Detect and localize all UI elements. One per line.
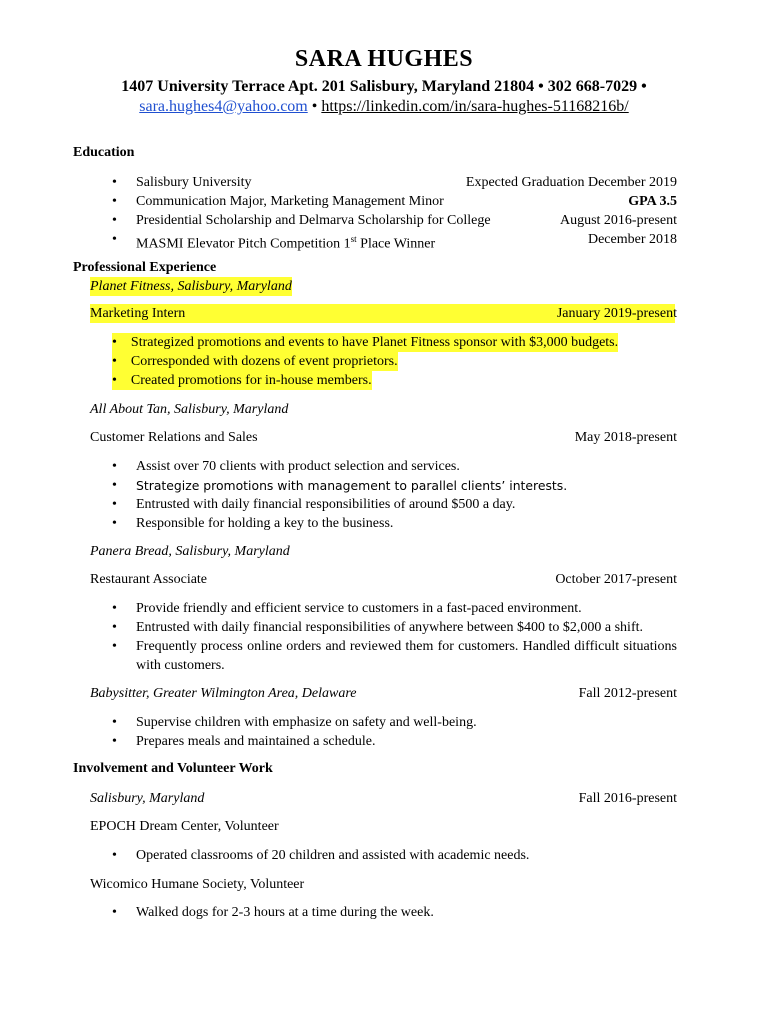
bullet-dot: • [112,639,117,654]
job-title: Marketing Intern [90,306,186,321]
bullet-dot: • [112,194,117,209]
education-item-text: Presidential Scholarship and Delmarva Scholarship for College [136,213,491,228]
bullet-dot: • [112,373,117,388]
link-separator: • [311,98,318,115]
job-dates: January 2019-present [556,306,677,321]
job-bullet-text: Responsible for holding a key to the business. [136,516,394,531]
job-bullet-text: Supervise children with emphasize on safety and well-being. [136,715,477,730]
job-bullet-text: Assist over 70 clients with product selection and services. [136,459,460,474]
job-bullet-text: Prepares meals and maintained a schedule. [136,734,376,749]
job-title: Customer Relations and Sales [90,430,258,445]
volunteer-bullet-text: Walked dogs for 2-3 hours at a time during the week. [136,905,434,920]
employer-name: Babysitter, Greater Wilmington Area, Delaware [90,686,357,701]
volunteer-role-line [90,817,677,836]
education-item-date: December 2018 [587,232,677,247]
bullet-dot: • [112,601,117,616]
job-bullet-text: Created promotions for in-house members. [130,373,372,388]
bullet-dot: • [112,354,117,369]
job-bullet-text: Corresponded with dozens of event proprietors. [130,354,398,369]
job-title-line [90,570,677,589]
volunteer-dates: Fall 2016-present [578,791,677,806]
employer-line [90,400,677,419]
employer-line [90,684,677,703]
experience-heading: Professional Experience [73,260,217,275]
job-bullet-text: Entrusted with daily financial responsibilities of anywhere between $400 to $2,000 a shift. [136,620,643,635]
education-item-text: Salisbury University [136,175,252,190]
candidate-name: SARA HUGHES [294,46,474,72]
job-bullet-text: Frequently process online orders and reviewed them for customers. Handled difficult situations with customers. [136,639,677,673]
email-link[interactable]: sara.hughes4@yahoo.com [139,98,308,115]
employer-name: Panera Bread, Salisbury, Maryland [90,544,290,559]
job-title-line [90,304,675,323]
bullet-dot: • [112,459,117,474]
job-bullet-text: Provide friendly and efficient service to customers in a fast-paced environment. [136,601,582,616]
education-item-date: Expected Graduation December 2019 [465,175,677,190]
volunteer-role-line [90,875,677,894]
gpa-value: GPA 3.5 [628,194,677,209]
job-title: Restaurant Associate [90,572,208,587]
volunteer-role: EPOCH Dream Center, Volunteer [90,819,279,834]
bullet-dot: • [112,232,117,247]
bullet-dot: • [112,848,117,863]
job-bullet-text: Strategize promotions with management to parallel clients’ interests. [136,478,568,493]
employer-line [90,542,677,561]
job-bullet-text: Entrusted with daily financial responsibilities of around $500 a day. [136,497,516,512]
job-dates: May 2018-present [574,430,677,445]
job-dates: October 2017-present [555,572,677,587]
bullet-dot: • [112,734,117,749]
linkedin-link[interactable]: https://linkedin.com/in/sara-hughes-51168216b/ [321,98,629,115]
bullet-dot: • [112,175,117,190]
contact-links [0,98,768,116]
volunteer-location: Salisbury, Maryland [90,791,205,806]
volunteer-location-line [90,789,677,808]
bullet-dot: • [112,478,117,493]
bullet-dot: • [112,905,117,920]
bullet-dot: • [112,497,117,512]
bullet-dot: • [112,516,117,531]
volunteer-heading: Involvement and Volunteer Work [73,761,273,776]
volunteer-bullet-text: Operated classrooms of 20 children and assisted with academic needs. [136,848,530,863]
bullet-dot: • [112,715,117,730]
volunteer-role: Wicomico Humane Society, Volunteer [90,877,305,892]
bullet-dot: • [112,335,117,350]
employer-name: Planet Fitness, Salisbury, Maryland [90,279,292,294]
education-item-text: MASMI Elevator Pitch Competition 1st Place Winner [136,234,436,252]
job-title-line [90,428,677,447]
education-heading: Education [73,145,135,160]
employer-line [90,277,677,296]
employer-name: All About Tan, Salisbury, Maryland [90,402,289,417]
bullet-dot: • [112,213,117,228]
education-item-date: August 2016-present [559,213,677,228]
job-dates: Fall 2012-present [578,686,677,701]
contact-address-phone: 1407 University Terrace Apt. 201 Salisbury, Maryland 21804 • 302 668-7029 • [121,78,647,95]
job-bullet-text: Strategized promotions and events to have Planet Fitness sponsor with $3,000 budgets. [130,335,619,350]
education-item-text: Communication Major, Marketing Management Minor [136,194,444,209]
bullet-dot: • [112,620,117,635]
